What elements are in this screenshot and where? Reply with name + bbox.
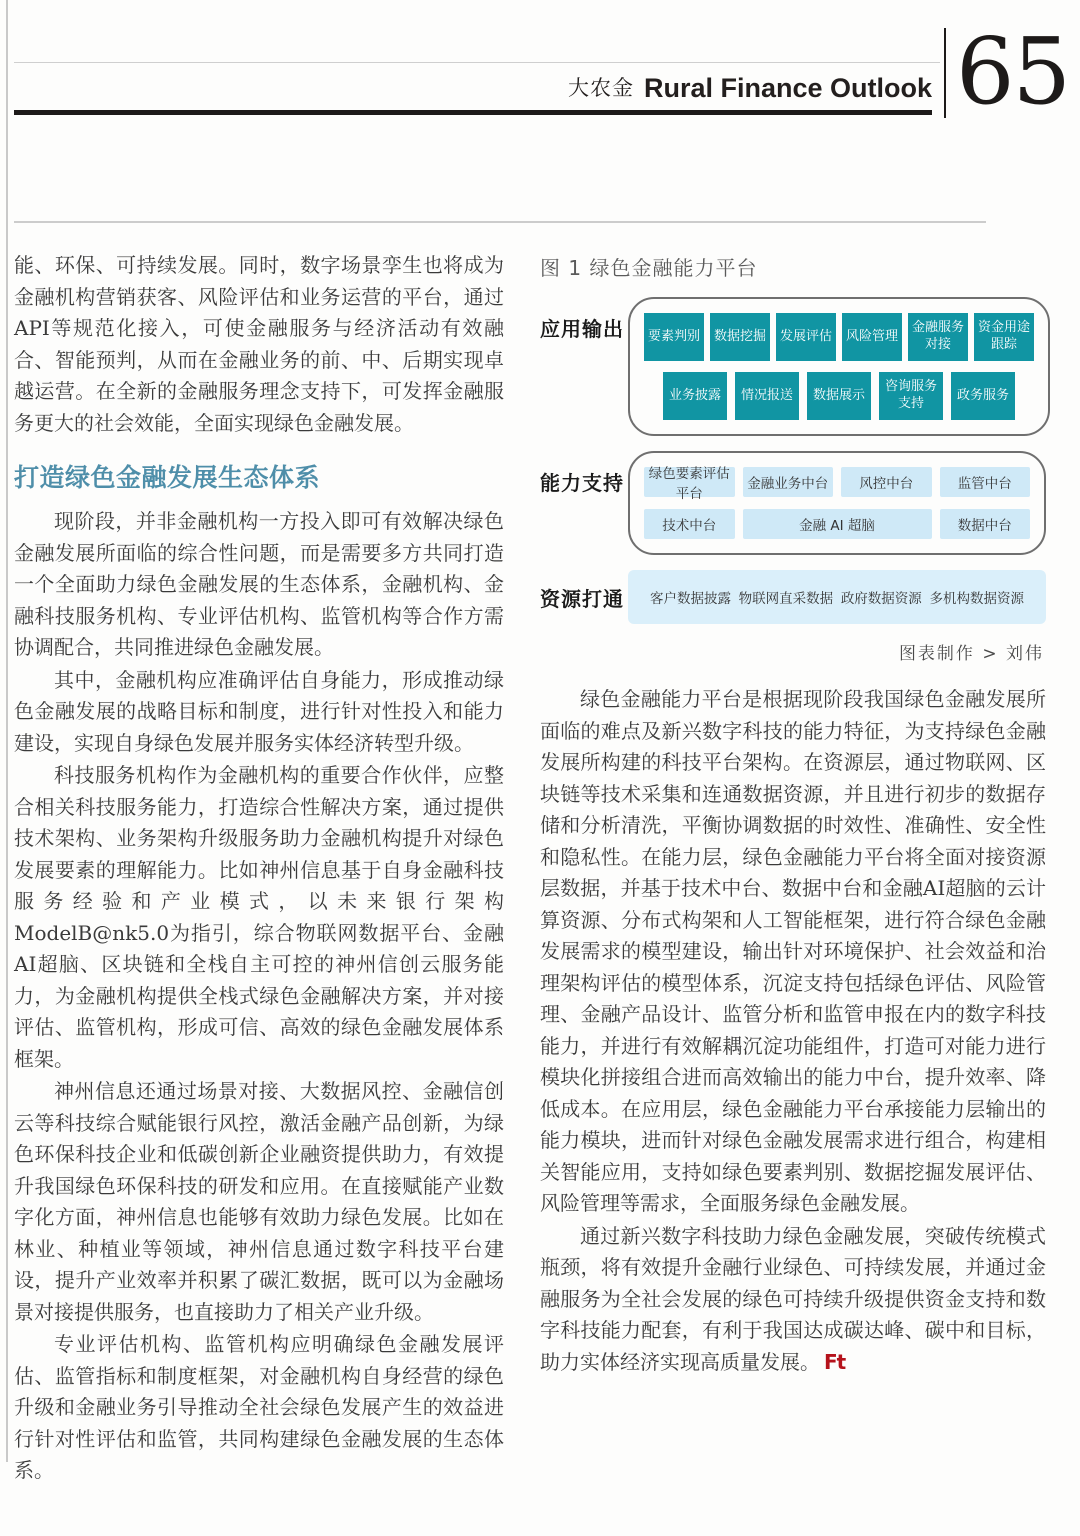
paragraph: 科技服务机构作为金融机构的重要合作伙伴，应整合相关科技服务能力，打造综合性解决方案，通过提供技术架构、业务架构升级服务助力金融机构提升对绿色发展要素的理解能力。比如神州信息基于自身金融科技服务经验和产业模式，以未来银行架构ModelB@nk5.0为指引，综合物联网数据平台、金融AI超脑、区块链和全栈自主可控的神州信创云服务能力，为金融机构提供全栈式绿色金融解决方案，并对接评估、监管机构，形成可信、高效的绿色金融发展体系框架。 xyxy=(14,763,504,1071)
resource-item: 多机构数据资源 xyxy=(929,591,1024,607)
application-box-row xyxy=(644,313,1034,361)
paragraph: 绿色金融能力平台是根据现阶段我国绿色金融发展所面临的难点及新兴数字科技的能力特征，为支持绿色金融发展所构建的科技平台架构。在资源层，通过物联网、区块链等技术采集和连通数据资源，并且进行初步的数据存储和分析清洗，平衡协调数据的时效性、准确性、安全性和隐私性。在能力层，绿色金融能力平台将全面对接资源层数据，并基于技术中台、数据中台和金融AI超脑的云计算资源、分布式构架和人工智能框架，进行符合绿色金融发展需求的模型建设，输出针对环境保护、社会效益和治理架构评估的模型体系，沉淀支持包括绿色评估、风险管理、金融产品设计、监管分析和监管申报在内的数字科技能力，并进行有效解耦沉淀功能组件，打造可对能力进行模块化拼接组合进而高效输出的能力中台，提升效率、降低成本。在应用层，绿色金融能力平台承接能力层输出的能力模块，进而针对绿色金融发展需求进行组合，构建相关智能应用，支持如绿色要素判别、数据挖掘发展评估、风险管理等需求，全面服务绿色金融发展。 xyxy=(540,687,1046,1215)
app-box: 数据挖掘 xyxy=(710,313,770,361)
application-output-panel xyxy=(628,297,1050,436)
resource-item: 客户数据披露 xyxy=(650,591,731,607)
capability-box: 数据中台 xyxy=(940,509,1031,539)
resource-band xyxy=(628,570,1046,624)
app-box: 政务服务 xyxy=(951,372,1015,420)
paragraph-with-endmark xyxy=(540,1221,1046,1379)
paragraph-text: 通过新兴数字科技助力绿色金融发展，突破传统模式瓶颈，将有效提升金融行业绿色、可持续发展，并通过金融服务为全社会发展的绿色可持续升级提供资金支持和数字科技能力配套，有利于我国达成碳达峰、碳中和目标，助力实体经济实现高质量发展。 xyxy=(540,1223,1046,1374)
capability-box: 金融 AI 超脑 xyxy=(743,509,932,539)
header-thick-rule xyxy=(14,110,932,115)
page-left-edge-rule xyxy=(6,0,8,1462)
app-box: 发展评估 xyxy=(776,313,836,361)
resource-item: 物联网直采数据 xyxy=(738,591,834,607)
app-box: 咨询服务支持 xyxy=(879,372,943,420)
article-end-mark: Ft xyxy=(824,1349,846,1374)
figure-caption: 图表制作 > 刘伟 xyxy=(898,644,1044,664)
app-box: 风险管理 xyxy=(842,313,902,361)
app-box: 情况报送 xyxy=(735,372,799,420)
paragraph-intro-continuation: 能、环保、可持续发展。同时，数字场景孪生也将成为金融机构营销获客、风险评估和业务运营的平台，通过API等规范化接入，可使金融服务与经济活动有效融合、智能预判，从而在金融业务的前、中、后期实现卓越运营。在全新的金融服务理念支持下，可发挥金融服务更大的社会效能，全面实现绿色金融发展。 xyxy=(14,253,504,435)
capability-box: 技术中台 xyxy=(644,509,735,539)
paragraph: 专业评估机构、监管机构应明确绿色金融发展评估、监管指标和制度框架，对金融机构自身经营的绿色升级和金融业务引导推动全社会绿色发展产生的效益进行针对性评估和监管，共同构建绿色金融发展的生态体系。 xyxy=(14,1332,504,1482)
layer-label: 应用输出 xyxy=(540,317,624,341)
app-box: 资金用途跟踪 xyxy=(974,313,1034,361)
figure-title: 图 1 绿色金融能力平台 xyxy=(540,256,758,280)
layer-label: 资源打通 xyxy=(540,586,624,611)
application-box-row xyxy=(644,372,1034,420)
resource-item: 政府数据资源 xyxy=(840,591,922,607)
app-box: 要素判别 xyxy=(644,313,704,361)
app-box: 数据展示 xyxy=(807,372,871,420)
app-box: 业务披露 xyxy=(663,372,727,420)
capability-box: 金融业务中台 xyxy=(743,467,834,497)
capability-support-panel xyxy=(628,451,1046,555)
paragraph: 其中，金融机构应准确评估自身能力，形成推动绿色金融发展的战略目标和制度，进行针对性投入和能力建设，实现自身绿色发展并服务实体经济转型升级。 xyxy=(14,667,504,755)
left-column xyxy=(14,250,504,1488)
capability-grid xyxy=(644,467,1030,539)
paragraph: 现阶段，并非金融机构一方投入即可有效解决绿色金融发展所面临的综合性问题，而是需要多方共同打造一个全面助力绿色金融发展的生态体系，金融机构、金融科技服务机构、专业评估机构、监管机构等合作方需协调配合，共同推进绿色金融发展。 xyxy=(14,509,504,659)
paragraph: 神州信息还通过场景对接、大数据风控、金融信创云等科技综合赋能银行风控，激活金融产品创新，为绿色环保科技企业和低碳创新企业融资提供助力，有效提升我国绿色环保科技的研发和应用。在直接赋能产业数字化方面，神州信息也能够有效助力绿色发展。比如在林业、种植业等领域，神州信息通过数字科技平台建设，提升产业效率并积累了碳汇数据，既可以为金融场景对接提供服务，也直接助力了相关产业升级。 xyxy=(14,1079,504,1324)
journal-masthead xyxy=(0,72,932,104)
capability-box: 风控中台 xyxy=(841,467,932,497)
section-heading: 打造绿色金融发展生态体系 xyxy=(14,463,321,492)
page-number: 65 xyxy=(956,18,1070,125)
layer-label: 能力支持 xyxy=(540,471,624,495)
journal-name-chinese: 大农金 xyxy=(567,77,634,100)
journal-name-english: Rural Finance Outlook xyxy=(643,73,932,103)
figure-layer-application-output xyxy=(540,297,1046,436)
page-number-divider xyxy=(944,28,946,118)
app-box: 金融服务对接 xyxy=(908,313,968,361)
capability-box: 绿色要素评估平台 xyxy=(644,467,735,497)
figure-layer-capability-support xyxy=(540,451,1046,555)
capability-box: 监管中台 xyxy=(940,467,1031,497)
figure-layer-resource-connection xyxy=(540,570,1046,624)
content-top-rule xyxy=(14,221,986,223)
header-thin-rule xyxy=(14,62,940,63)
right-column xyxy=(540,250,1046,1379)
